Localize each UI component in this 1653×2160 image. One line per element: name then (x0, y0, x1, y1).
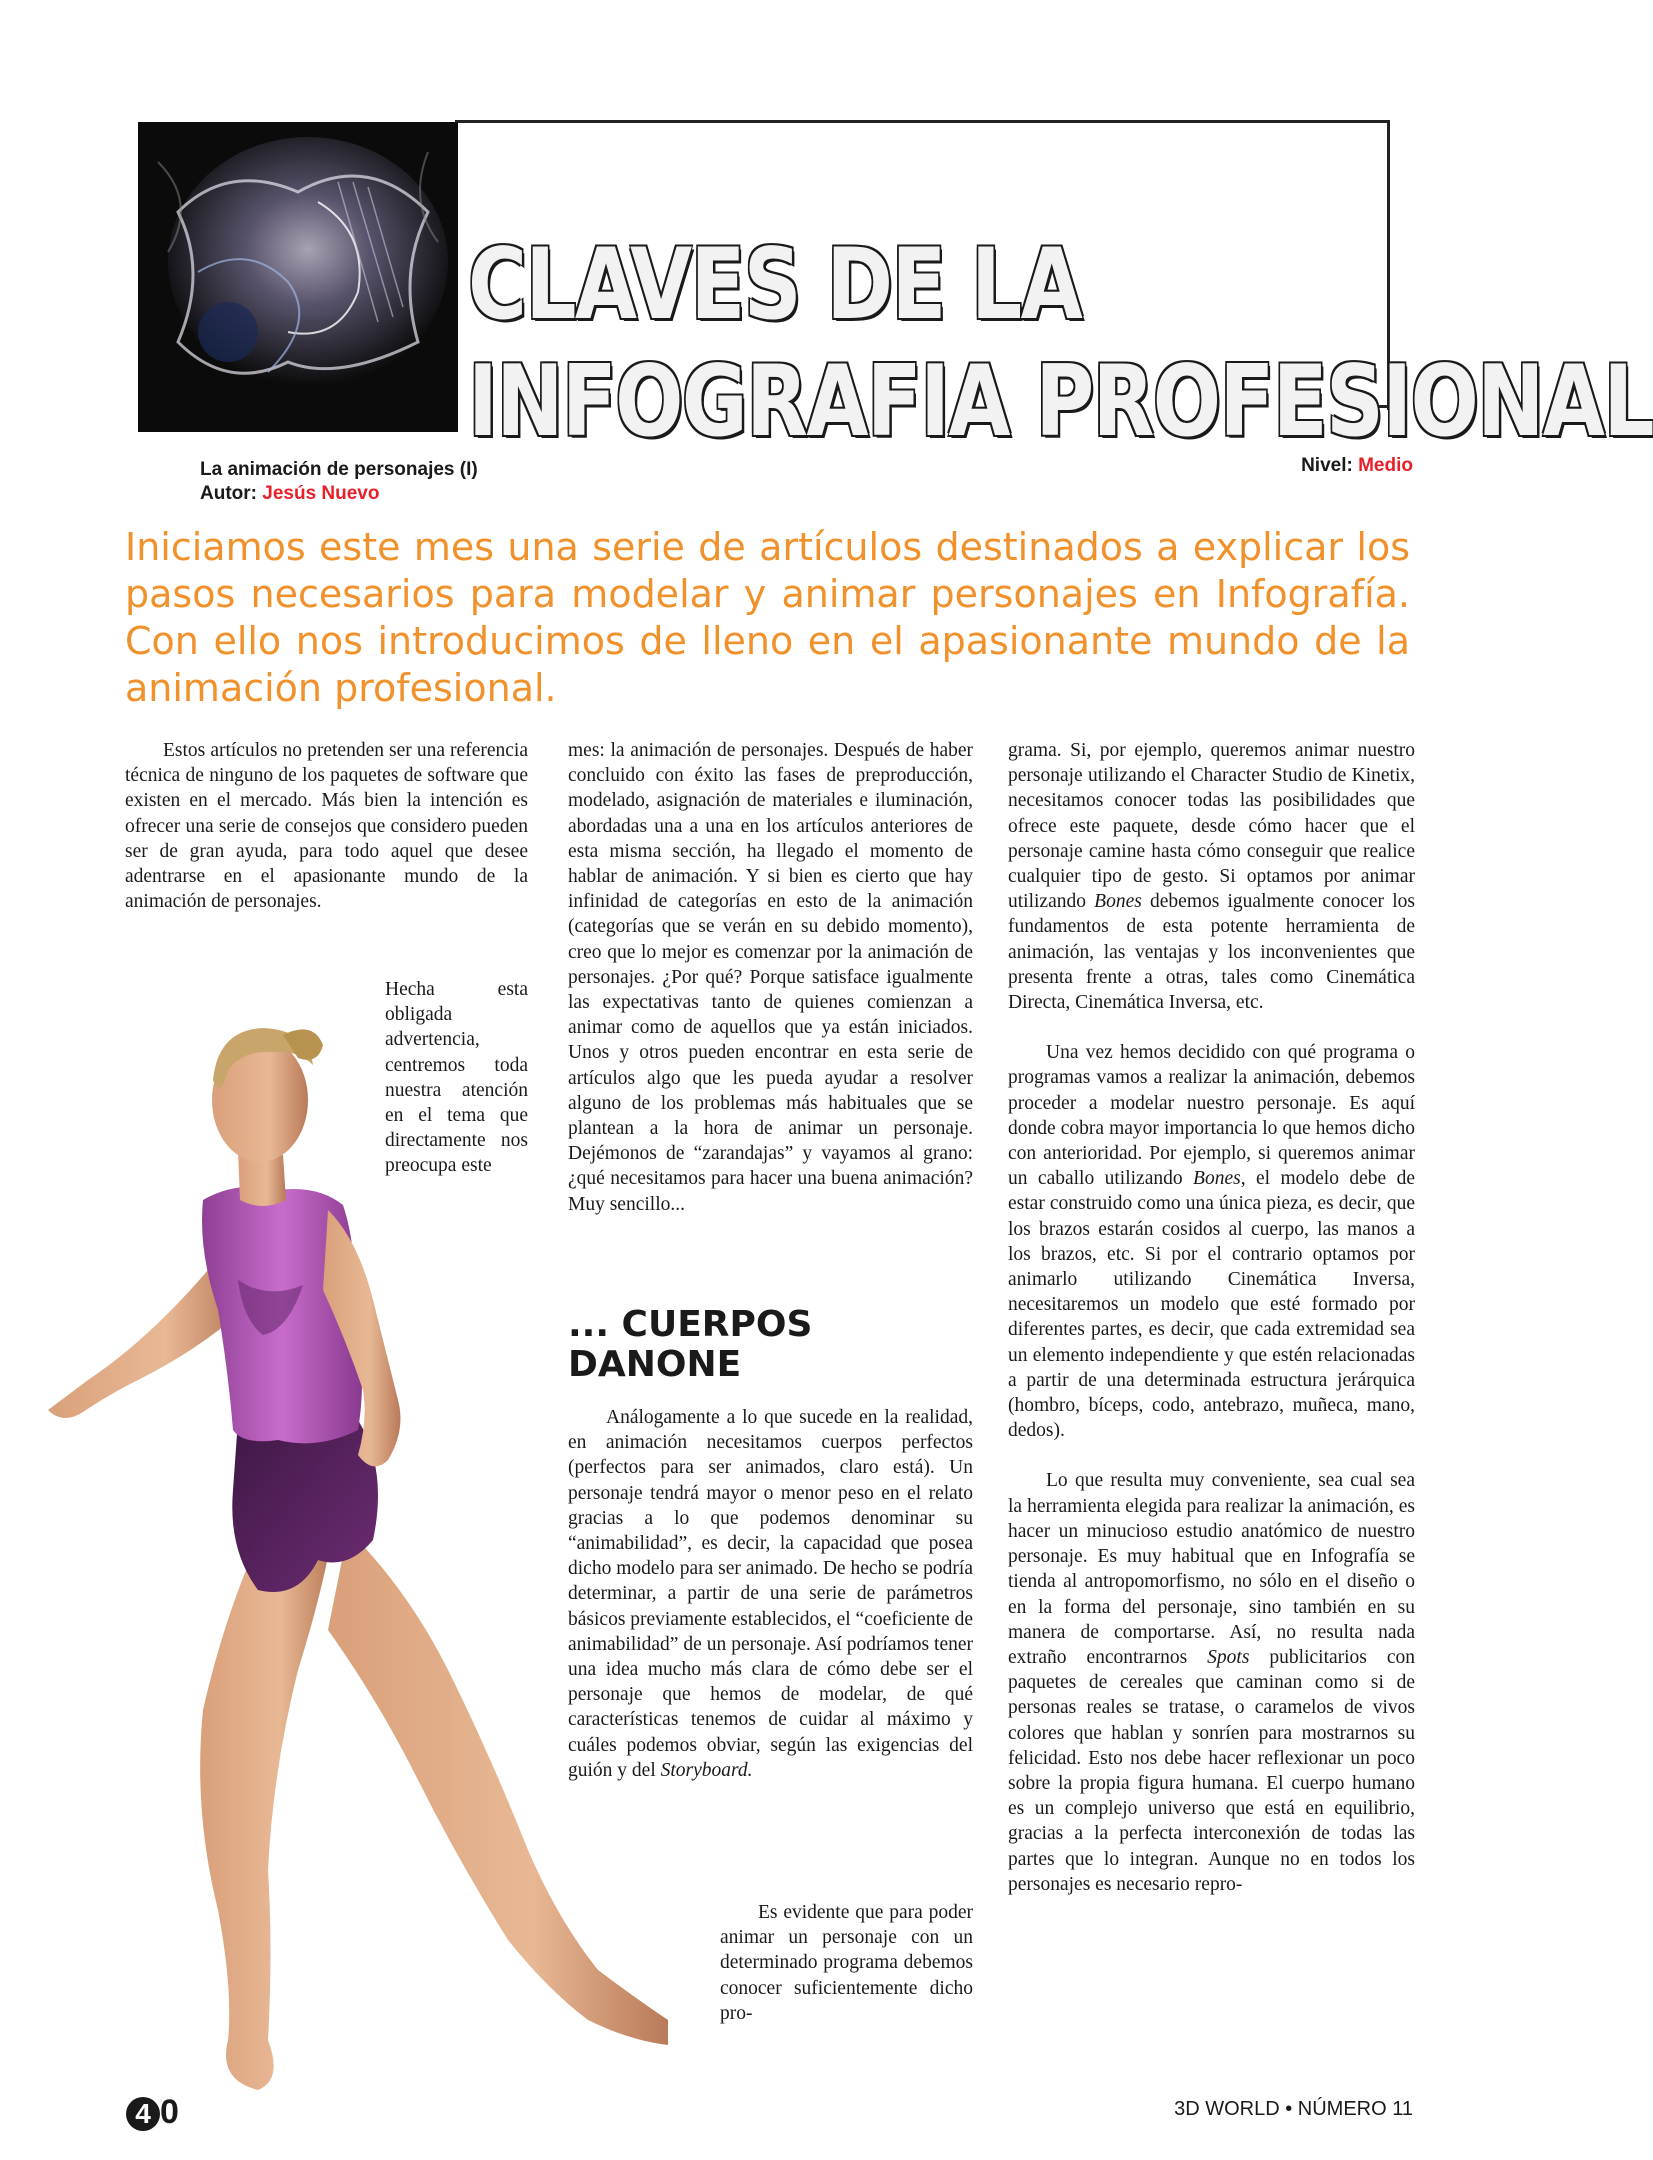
col2-paragraph-3: Es evidente que para poder animar un personaje con un determinado programa debemos conocer suficientemente dicho pro- (720, 1902, 973, 2024)
col3-paragraph-3: Lo que resulta muy conveniente, sea cual sea la herramienta elegida para realizar la animación, es hacer un minucioso estudio anatómico de nuestro personaje. Es muy habitual que en Infografía se tienda al antropomorfismo, no sólo en el diseño o en la forma del personaje, sino también en su manera de comportarse. Así, no resulta nada extraño encontrarnos Spots publicitarios con paquetes de cereales que caminan como si de personas reales se tratase, o caramelos de vivos colores que hablan y sonríen para mostrarnos su felicidad. Esto nos debe hacer reflexionar un poco sobre la propia figura humana. El cuerpo humano es un complejo universo que está en equilibrio, gracias a la perfecta interconexión de todas las partes que lo integran. Aunque no en todos los personajes es necesario repro- (1008, 1470, 1416, 1895)
section-heading (568, 1305, 812, 1385)
page-number-circle: 4 (126, 2097, 160, 2131)
title-line-1: CLAVES DE LA (468, 228, 1082, 342)
column-1 (125, 738, 528, 914)
author-label: Autor: (200, 483, 257, 504)
col2-paragraph-1: mes: la animación de personajes. Después de haber concluido con éxito las fases de preproducción, modelado, asignación de materiales e iluminación, abordadas una a una en los artículos anteriores de esta misma sección, ha llegado el momento de hablar de animación. Y si bien es cierto que hay infinidad de categorías en esto de la animación (categorías que se verán en su debido momento), creo que lo mejor es comenzar por la animación de personajes. ¿Por qué? Porque satisface igualmente las expectativas tanto de quienes comienzan a animar como de aquellos que ya están iniciados. Unos y otros pueden encontrar en esta serie de artículos algo que les pueda ayudar a resolver alguno de los problemas más habituales que se plantean a la hora de animar un personaje. Dejémonos de “zarandajas” y vayamos al grano: ¿qué necesitamos para hacer una buena animación? Muy sencillo... (568, 740, 973, 1215)
magazine-footer: 3D WORLD • NÚMERO 11 (1174, 2098, 1413, 2120)
col3-paragraph-2: Una vez hemos decidido con qué programa o programas vamos a realizar la animación, debemos proceder a modelar nuestro personaje. Es aquí donde cobra mayor importancia lo que hemos dicho con anterioridad. Por ejemplo, si queremos animar un caballo utilizando Bones, el modelo debe de estar construido como una única pieza, es decir, que los brazos estarán cosidos al cuerpo, las manos a los brazos, etc. Si por el contrario optamos por animarlo utilizando Cinemática Inversa, necesitaremos un modelo que esté formado por diferentes partes, es decir, que cada extremidad sea un elemento independiente y que estén relacionadas a partir de una determinada estructura jerárquica (hombro, bíceps, codo, antebrazo, muñeca, mano, dedos). (1008, 1042, 1415, 1442)
header-illustration (138, 122, 458, 432)
section-heading-line-2: DANONE (568, 1344, 742, 1385)
article-subtitle: La animación de personajes (I) (200, 459, 478, 480)
level-label: Nivel: (1301, 455, 1353, 476)
col1-paragraph-1: Estos artículos no pretenden ser una referencia técnica de ninguno de los paquetes de software que existen en el mercado. Más bien la intención es ofrecer una serie de consejos que considero pueden ser de gran ayuda, para todo aquel que desee adentrarse en el apasionante mundo de la animación de personajes. (125, 740, 528, 913)
column-2-wrap (720, 1900, 973, 2026)
page-number (126, 2093, 179, 2132)
column-3 (1008, 738, 1415, 1897)
lead-paragraph: Iniciamos este mes una serie de artículos destinados a explicar los pasos necesarios para modelar y animar personajes en Infografía. Con ello nos introducimos de lleno en el apasionante mundo de la animación profesional. (125, 525, 1410, 710)
page-number-rest: 0 (160, 2093, 179, 2131)
col1-paragraph-2: Hecha esta obligada advertencia, centremos toda nuestra atención en el tema que directamente nos preocupa este (385, 979, 528, 1177)
col2-paragraph-2-text: Análogamente a lo que sucede en la realidad, en animación necesitamos cuerpos perfectos (perfectos para ser animados, claro está). Un personaje tendrá mayor o menor peso en el relato gracias a lo que podemos denominar su “animabilidad”, es decir, la capacidad que posea dicho modelo para ser animado. De hecho se podría determinar, a partir de una serie de parámetros básicos previamente establecidos, el “coeficiente de animabilidad” de un personaje. Así podríamos tener una idea mucho más clara de cómo debe ser el personaje que hemos de modelar, de qué características tenemos de cuidar al máximo y cuáles podemos obviar, según las exigencias del guión y del (568, 1407, 973, 1781)
section-heading-line-1: ... CUERPOS (568, 1304, 813, 1345)
col2-paragraph-2 (568, 1405, 973, 1783)
level-value: Medio (1358, 455, 1413, 476)
col2-paragraph-2-italic: Storyboard. (660, 1759, 753, 1781)
column-2 (568, 738, 973, 1217)
col3-italic-spots: Spots (1207, 1646, 1250, 1668)
col3-italic-bones: Bones (1094, 891, 1142, 913)
title-line-2: INFOGRAFIA PROFESIONAL (468, 345, 1653, 459)
column-2-lower (568, 1405, 973, 1783)
author-line (200, 483, 380, 505)
author-name: Jesús Nuevo (262, 483, 380, 504)
col3-paragraph-1: grama. Si, por ejemplo, queremos animar nuestro personaje utilizando el Character Studio de Kinetix, necesitamos conocer todas las posibilidades que ofrece este paquete, desde cómo hacer que el personaje camine hasta cómo conseguir que realice cualquier tipo de gesto. Si optamos por animar utilizando Bones debemos igualmente conocer los fundamentos de esta potente herramienta de animación, las ventajas y los inconvenientes que presenta frente a otras, tales como Cinemática Directa, Cinemática Inversa, etc. (1008, 740, 1415, 1014)
level-line (1301, 455, 1413, 477)
col3-italic-bones-2: Bones (1193, 1168, 1241, 1190)
